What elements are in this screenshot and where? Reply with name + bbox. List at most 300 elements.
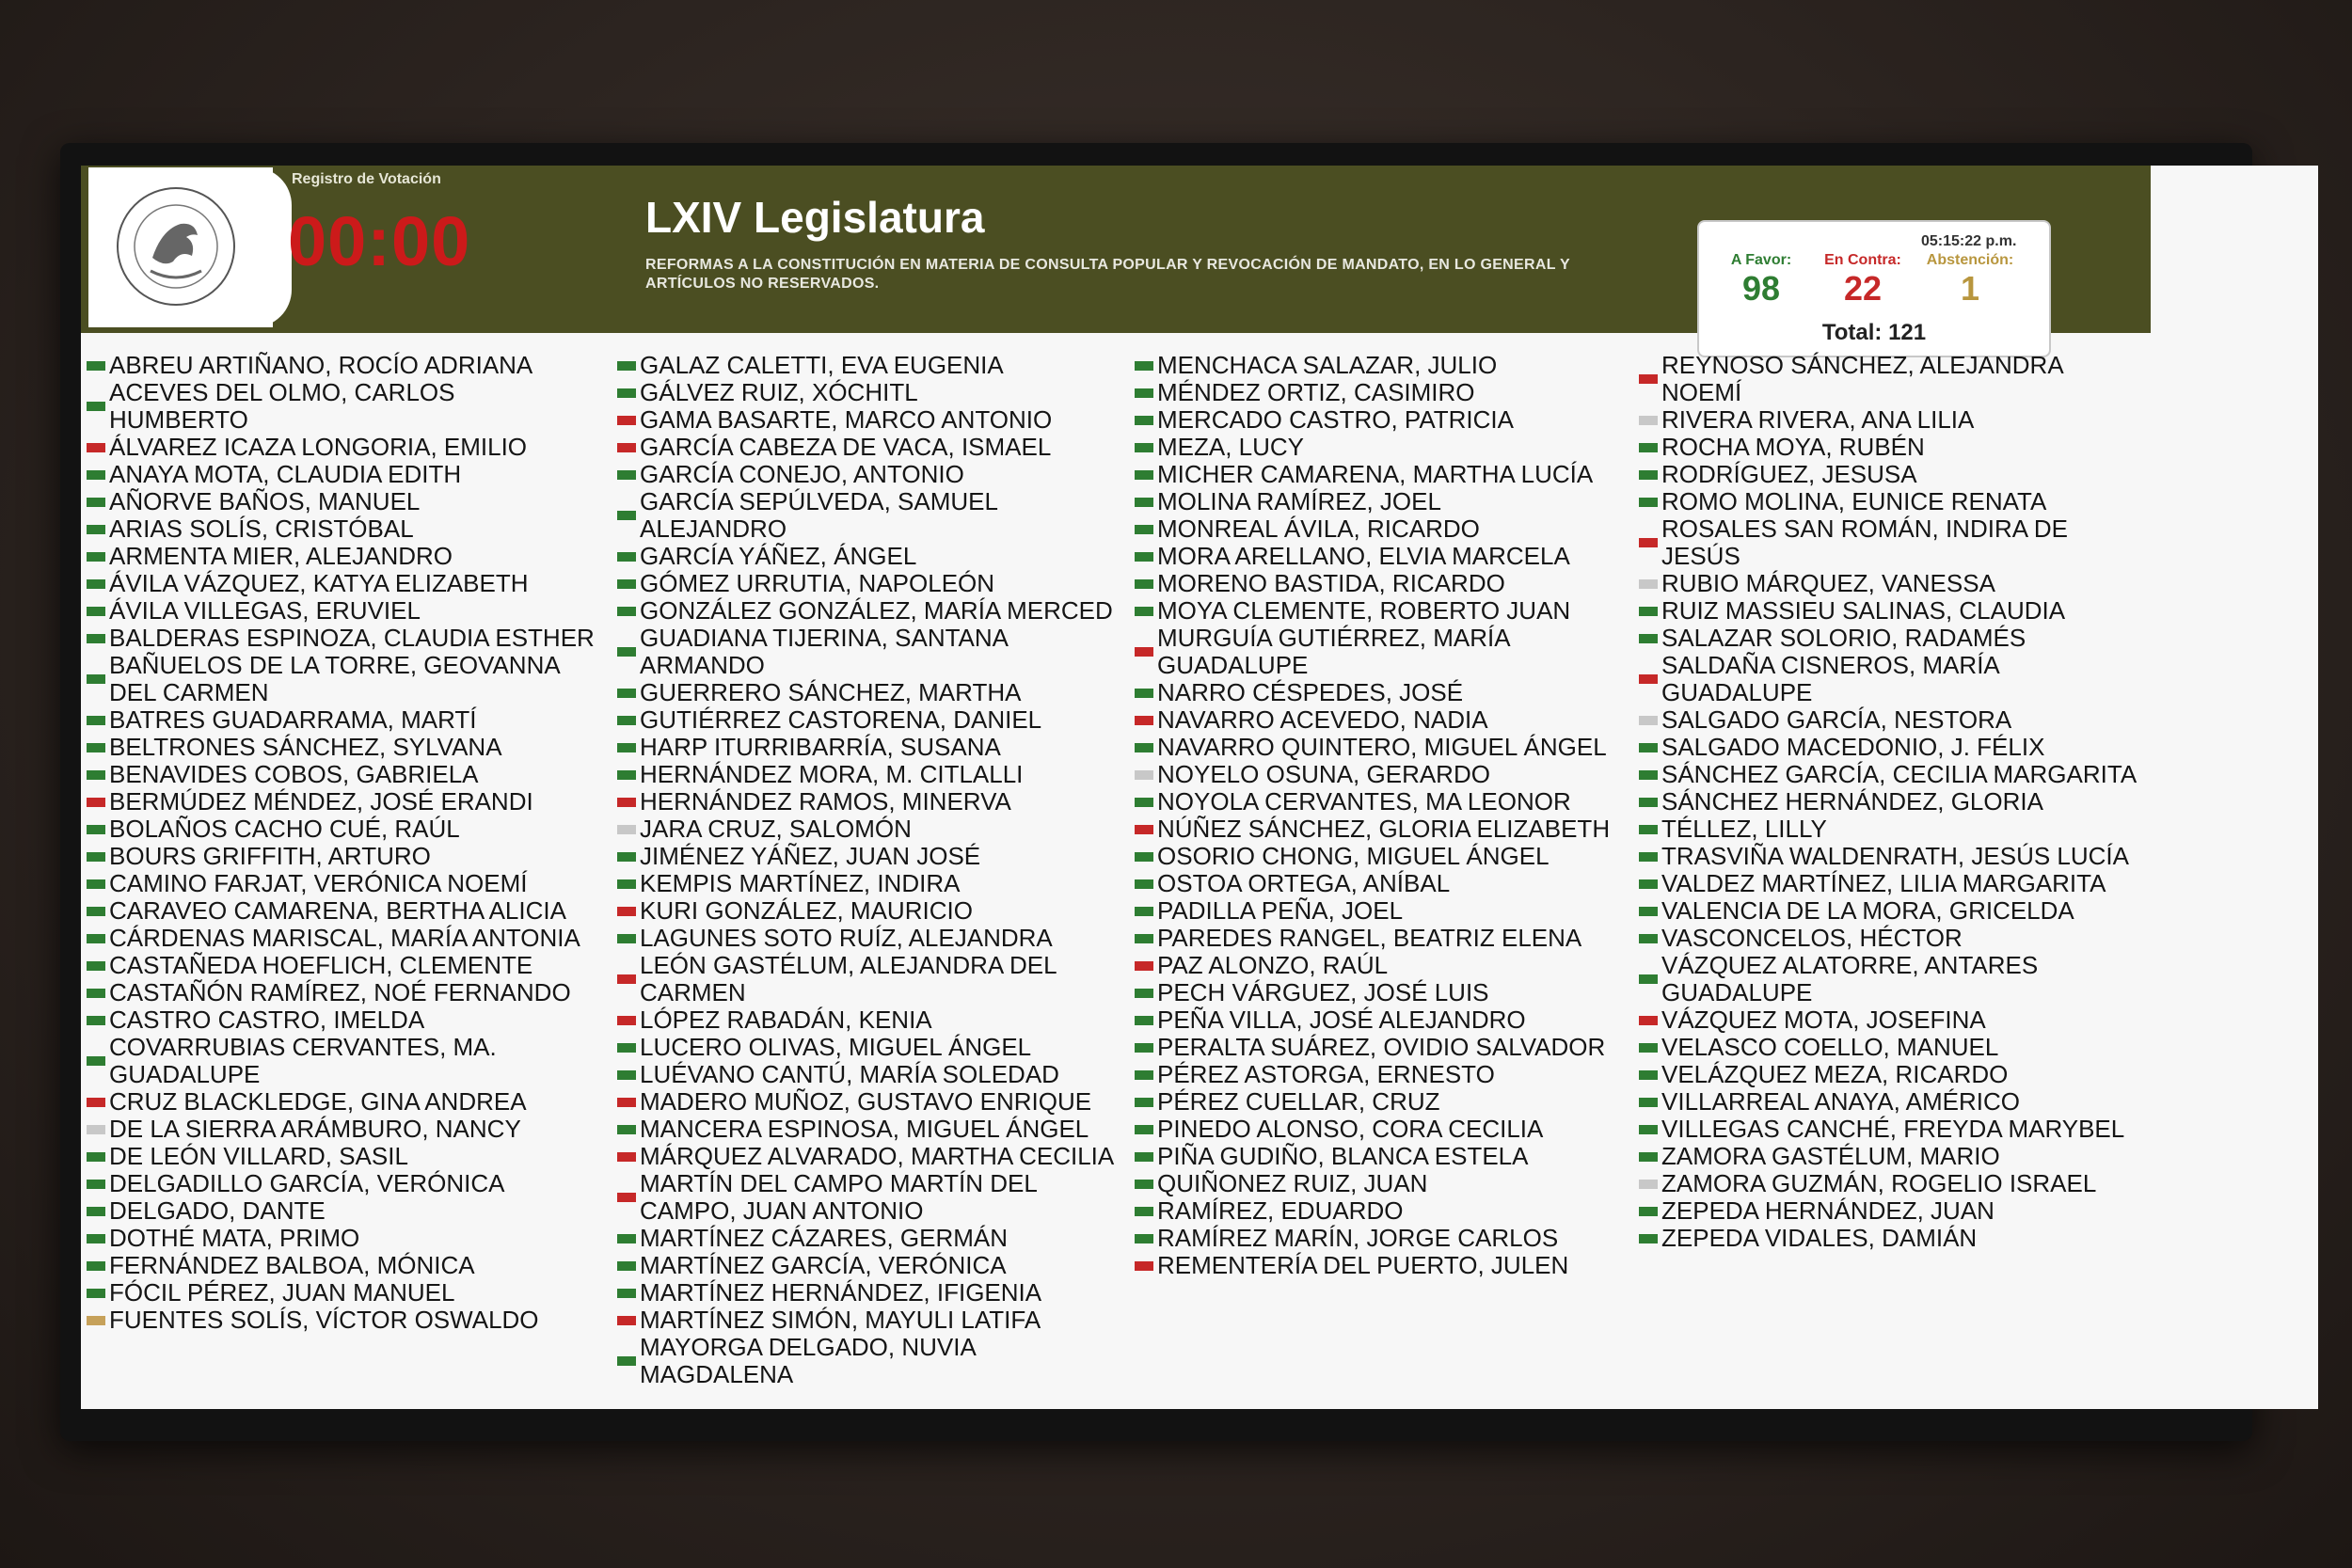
vote-favor-marker — [617, 1356, 636, 1366]
vote-favor-marker — [1135, 989, 1153, 998]
senator-row — [1135, 761, 1643, 788]
senator-row — [87, 1006, 595, 1034]
senator-row — [87, 1034, 595, 1088]
senator-name: KEMPIS MARTÍNEZ, INDIRA — [640, 869, 961, 897]
vote-favor-marker — [1135, 689, 1153, 698]
senator-row — [1639, 816, 2147, 843]
senator-row — [1135, 461, 1643, 488]
senator-name: CASTAÑEDA HOEFLICH, CLEMENTE — [109, 951, 533, 979]
senator-row — [1135, 897, 1643, 925]
vote-favor-marker — [1639, 798, 1658, 807]
senator-row — [617, 734, 1125, 761]
senator-name: ZAMORA GASTÉLUM, MARIO — [1661, 1142, 2000, 1170]
senator-row — [87, 570, 595, 597]
senator-row — [617, 1307, 1125, 1334]
senator-row — [1135, 597, 1643, 625]
vote-favor-marker — [617, 647, 636, 657]
senator-row — [87, 1252, 595, 1279]
senator-row — [1639, 406, 2147, 434]
vote-favor-marker — [1639, 1070, 1658, 1080]
senator-row — [617, 1088, 1125, 1116]
senator-name: MÉNDEZ ORTIZ, CASIMIRO — [1157, 378, 1475, 406]
senator-row — [1135, 379, 1643, 406]
senator-name: GONZÁLEZ GONZÁLEZ, MARÍA MERCED — [640, 596, 1113, 625]
total-value: 121 — [1888, 320, 1927, 345]
senator-name: BOLAÑOS CACHO CUÉ, RAÚL — [109, 815, 460, 843]
senator-name: MONREAL ÁVILA, RICARDO — [1157, 515, 1480, 543]
senator-row — [1135, 734, 1643, 761]
senator-name: LEÓN GASTÉLUM, ALEJANDRA DEL CARMEN — [640, 951, 1057, 1006]
senator-row — [87, 1088, 595, 1116]
senator-name: MURGUÍA GUTIÉRREZ, MARÍA GUADALUPE — [1157, 624, 1510, 679]
senator-name: LAGUNES SOTO RUÍZ, ALEJANDRA — [640, 924, 1053, 952]
vote-contra-marker — [617, 1016, 636, 1025]
senator-row — [1639, 870, 2147, 897]
legislature-title: LXIV Legislatura — [645, 193, 985, 242]
senator-row — [617, 1061, 1125, 1088]
vote-contra-marker — [87, 798, 105, 807]
vote-favor-marker — [617, 470, 636, 480]
senator-row — [617, 1170, 1125, 1225]
senator-name: VÁZQUEZ ALATORRE, ANTARES GUADALUPE — [1661, 951, 2039, 1006]
senator-row — [617, 788, 1125, 816]
vote-favor-marker — [1135, 1234, 1153, 1243]
senator-name: MOLINA RAMÍREZ, JOEL — [1157, 487, 1441, 515]
senator-row — [1639, 1116, 2147, 1143]
senator-row — [1639, 570, 2147, 597]
senator-row — [1639, 1197, 2147, 1225]
senator-name: JARA CRUZ, SALOMÓN — [640, 815, 912, 843]
total-label: Total: — [1821, 320, 1883, 345]
senator-name: JIMÉNEZ YÁÑEZ, JUAN JOSÉ — [640, 842, 981, 870]
vote-contra-marker — [617, 443, 636, 452]
senator-name: BENAVIDES COBOS, GABRIELA — [109, 760, 479, 788]
senator-name: VALDEZ MARTÍNEZ, LILIA MARGARITA — [1661, 869, 2106, 897]
senator-row — [1135, 788, 1643, 816]
senator-name: MANCERA ESPINOSA, MIGUEL ÁNGEL — [640, 1115, 1089, 1143]
senator-name: VASCONCELOS, HÉCTOR — [1661, 924, 1963, 952]
vote-favor-marker — [1135, 934, 1153, 943]
vote-favor-marker — [1639, 1125, 1658, 1134]
senator-name: MARTÍNEZ CÁZARES, GERMÁN — [640, 1224, 1009, 1252]
vote-favor-marker — [1135, 907, 1153, 916]
senator-name: HERNÁNDEZ RAMOS, MINERVA — [640, 787, 1011, 816]
vote-favor-marker — [87, 989, 105, 998]
senator-row — [1639, 1061, 2147, 1088]
senator-name: MICHER CAMARENA, MARTHA LUCÍA — [1157, 460, 1594, 488]
vote-favor-marker — [1639, 974, 1658, 984]
senator-name: VÁZQUEZ MOTA, JOSEFINA — [1661, 1006, 1986, 1034]
vote-favor-marker — [617, 1070, 636, 1080]
senator-row — [87, 625, 595, 652]
senator-name: MARTÍN DEL CAMPO MARTÍN DEL CAMPO, JUAN ANTONIO — [640, 1169, 1037, 1225]
vote-abst-marker — [87, 1316, 105, 1325]
senator-row — [1639, 1170, 2147, 1197]
vote-contra-marker — [1135, 1261, 1153, 1271]
senator-name: NAVARRO ACEVEDO, NADIA — [1157, 705, 1488, 734]
senator-name: CASTAÑÓN RAMÍREZ, NOÉ FERNANDO — [109, 978, 571, 1006]
senator-name: MEZA, LUCY — [1157, 433, 1305, 461]
senator-row — [87, 1143, 595, 1170]
senator-name: GALAZ CALETTI, EVA EUGENIA — [640, 351, 1004, 379]
vote-tally-panel — [1697, 220, 2051, 357]
senator-row — [87, 352, 595, 379]
senator-row — [1135, 925, 1643, 952]
vote-favor-marker — [1135, 361, 1153, 371]
senator-name: BELTRONES SÁNCHEZ, SYLVANA — [109, 733, 502, 761]
vote-favor-marker — [1135, 498, 1153, 507]
senator-name: ÁLVAREZ ICAZA LONGORIA, EMILIO — [109, 433, 528, 461]
senator-name: GUERRERO SÁNCHEZ, MARTHA — [640, 678, 1022, 706]
vote-favor-marker — [1639, 634, 1658, 643]
senator-name: VALENCIA DE LA MORA, GRICELDA — [1661, 896, 2074, 925]
senator-row — [87, 1307, 595, 1334]
senator-column-2 — [617, 352, 1125, 1388]
vote-favor-marker — [87, 1261, 105, 1271]
senator-row — [87, 1116, 595, 1143]
vote-favor-marker — [1135, 798, 1153, 807]
senator-row — [87, 597, 595, 625]
senator-row — [617, 625, 1125, 679]
vote-favor-marker — [87, 1207, 105, 1216]
senator-row — [1135, 706, 1643, 734]
senator-row — [87, 1170, 595, 1197]
senator-row — [1639, 1225, 2147, 1252]
vote-favor-marker — [617, 1261, 636, 1271]
vote-favor-marker — [1135, 1152, 1153, 1162]
senator-name: LÓPEZ RABADÁN, KENIA — [640, 1006, 932, 1034]
vote-contra-marker — [1639, 374, 1658, 384]
favor-label: A Favor: — [1730, 252, 1792, 268]
vote-none-marker — [1639, 1180, 1658, 1189]
senator-row — [1639, 761, 2147, 788]
vote-favor-marker — [1135, 525, 1153, 534]
senator-name: ACEVES DEL OLMO, CARLOS HUMBERTO — [109, 378, 455, 434]
senator-name: SÁNCHEZ HERNÁNDEZ, GLORIA — [1661, 787, 2043, 816]
total-count — [1699, 320, 2049, 346]
vote-favor-marker — [1135, 416, 1153, 425]
senator-row — [1639, 488, 2147, 515]
senator-name: OSORIO CHONG, MIGUEL ÁNGEL — [1157, 842, 1549, 870]
vote-contra-marker — [1135, 961, 1153, 971]
vote-favor-marker — [617, 511, 636, 520]
vote-favor-marker — [87, 879, 105, 889]
senator-row — [87, 379, 595, 434]
senator-name: NAVARRO QUINTERO, MIGUEL ÁNGEL — [1157, 733, 1607, 761]
senator-name: KURI GONZÁLEZ, MAURICIO — [640, 896, 973, 925]
senator-name: SÁNCHEZ GARCÍA, CECILIA MARGARITA — [1661, 760, 2137, 788]
vote-favor-marker — [87, 498, 105, 507]
senator-row — [1135, 679, 1643, 706]
senator-row — [617, 379, 1125, 406]
vote-favor-marker — [1639, 443, 1658, 452]
senator-name: REMENTERÍA DEL PUERTO, JULEN — [1157, 1251, 1569, 1279]
vote-favor-marker — [617, 579, 636, 589]
vote-contra-marker — [1639, 674, 1658, 684]
vote-favor-marker — [617, 1125, 636, 1134]
senator-name: CAMINO FARJAT, VERÓNICA NOEMÍ — [109, 869, 528, 897]
vote-favor-marker — [1135, 1043, 1153, 1053]
vote-favor-marker — [617, 1043, 636, 1053]
senator-name: HARP ITURRIBARRÍA, SUSANA — [640, 733, 1001, 761]
vote-favor-marker — [1639, 1234, 1658, 1243]
senator-row — [1639, 652, 2147, 706]
senator-row — [1135, 1006, 1643, 1034]
vote-favor-marker — [1639, 1207, 1658, 1216]
favor-count — [1724, 252, 1799, 309]
vote-contra-marker — [1135, 647, 1153, 657]
senator-row — [1639, 625, 2147, 652]
senator-row — [87, 543, 595, 570]
senator-name: PAZ ALONZO, RAÚL — [1157, 951, 1389, 979]
senator-name: GARCÍA CONEJO, ANTONIO — [640, 460, 964, 488]
contra-value: 22 — [1843, 269, 1883, 308]
senator-name: PAREDES RANGEL, BEATRIZ ELENA — [1157, 924, 1582, 952]
senator-row — [87, 816, 595, 843]
vote-favor-marker — [1639, 879, 1658, 889]
senator-name: RIVERA RIVERA, ANA LILIA — [1661, 405, 1975, 434]
senator-name: ZAMORA GUZMÁN, ROGELIO ISRAEL — [1661, 1169, 2097, 1197]
senator-row — [617, 488, 1125, 543]
vote-favor-marker — [1135, 1098, 1153, 1107]
senator-row — [87, 1279, 595, 1307]
vote-none-marker — [1639, 416, 1658, 425]
senator-row — [617, 816, 1125, 843]
senator-row — [1639, 897, 2147, 925]
vote-favor-marker — [617, 361, 636, 371]
senator-row — [1639, 352, 2147, 406]
senator-name: MORENO BASTIDA, RICARDO — [1157, 569, 1505, 597]
senator-name: ÁVILA VILLEGAS, ERUVIEL — [109, 596, 421, 625]
senator-name: VILLEGAS CANCHÉ, FREYDA MARYBEL — [1661, 1115, 2125, 1143]
vote-favor-marker — [1135, 1016, 1153, 1025]
vote-favor-marker — [87, 1056, 105, 1066]
senator-name: ANAYA MOTA, CLAUDIA EDITH — [109, 460, 462, 488]
senator-name: HERNÁNDEZ MORA, M. CITLALLI — [640, 760, 1024, 788]
senator-row — [87, 1197, 595, 1225]
vote-favor-marker — [87, 1234, 105, 1243]
senator-row — [1135, 1034, 1643, 1061]
senator-row — [617, 1279, 1125, 1307]
vote-favor-marker — [617, 879, 636, 889]
vote-favor-marker — [1639, 1098, 1658, 1107]
senator-name: PEÑA VILLA, JOSÉ ALEJANDRO — [1157, 1006, 1526, 1034]
senator-row — [1639, 952, 2147, 1006]
vote-favor-marker — [87, 1152, 105, 1162]
senator-row — [1135, 979, 1643, 1006]
senator-name: NÚÑEZ SÁNCHEZ, GLORIA ELIZABETH — [1157, 815, 1611, 843]
vote-contra-marker — [1639, 538, 1658, 547]
vote-favor-marker — [617, 552, 636, 562]
vote-favor-marker — [617, 934, 636, 943]
senator-row — [87, 706, 595, 734]
senator-row — [87, 515, 595, 543]
senator-row — [1639, 706, 2147, 734]
vote-favor-marker — [617, 388, 636, 398]
senator-row — [1639, 1088, 2147, 1116]
vote-favor-marker — [1135, 552, 1153, 562]
vote-subject: REFORMAS A LA CONSTITUCIÓN EN MATERIA DE CONSULTA POPULAR Y REVOCACIÓN DE MANDATO, EN LO GENERAL Y ARTÍCULOS NO RESERVADOS. — [645, 257, 1570, 292]
vote-favor-marker — [1135, 607, 1153, 616]
senator-name: DELGADILLO GARCÍA, VERÓNICA — [109, 1169, 505, 1197]
vote-favor-marker — [617, 607, 636, 616]
senator-name: MERCADO CASTRO, PATRICIA — [1157, 405, 1514, 434]
senator-name: MARTÍNEZ HERNÁNDEZ, IFIGENIA — [640, 1278, 1042, 1307]
senator-row — [1639, 515, 2147, 570]
senator-row — [1639, 1006, 2147, 1034]
vote-favor-marker — [87, 634, 105, 643]
senator-row — [617, 1116, 1125, 1143]
senator-name: MADERO MUÑOZ, GUSTAVO ENRIQUE — [640, 1087, 1092, 1116]
senator-name: SALDAÑA CISNEROS, MARÍA GUADALUPE — [1661, 651, 1999, 706]
senator-row — [87, 870, 595, 897]
vote-favor-marker — [87, 961, 105, 971]
vote-favor-marker — [87, 361, 105, 371]
senator-name: ZEPEDA VIDALES, DAMIÁN — [1661, 1224, 1978, 1252]
senator-row — [1135, 1061, 1643, 1088]
senator-name: ROSALES SAN ROMÁN, INDIRA DE JESÚS — [1661, 515, 2068, 570]
vote-favor-marker — [87, 579, 105, 589]
senator-name: GARCÍA SEPÚLVEDA, SAMUEL ALEJANDRO — [640, 487, 998, 543]
senator-row — [1135, 1252, 1643, 1279]
vote-contra-marker — [617, 1152, 636, 1162]
vote-favor-marker — [87, 770, 105, 780]
senator-name: MOYA CLEMENTE, ROBERTO JUAN — [1157, 596, 1571, 625]
senator-name: PERALTA SUÁREZ, OVIDIO SALVADOR — [1157, 1033, 1606, 1061]
senator-row — [1135, 352, 1643, 379]
senator-name: GUTIÉRREZ CASTORENA, DANIEL — [640, 705, 1042, 734]
vote-favor-marker — [1135, 1207, 1153, 1216]
senator-row — [1135, 434, 1643, 461]
vote-none-marker — [617, 825, 636, 834]
senator-row — [617, 870, 1125, 897]
vote-favor-marker — [1639, 607, 1658, 616]
senator-row — [1135, 488, 1643, 515]
senator-name: VELÁZQUEZ MEZA, RICARDO — [1661, 1060, 2009, 1088]
senator-row — [1135, 1143, 1643, 1170]
vote-favor-marker — [1639, 825, 1658, 834]
vote-favor-marker — [617, 1234, 636, 1243]
senator-name: CÁRDENAS MARISCAL, MARÍA ANTONIA — [109, 924, 580, 952]
senate-seal-box — [88, 167, 273, 327]
vote-favor-marker — [1135, 579, 1153, 589]
senator-name: BATRES GUADARRAMA, MARTÍ — [109, 705, 477, 734]
senator-name: ARIAS SOLÍS, CRISTÓBAL — [109, 515, 414, 543]
vote-favor-marker — [617, 852, 636, 862]
vote-favor-marker — [87, 852, 105, 862]
vote-favor-marker — [617, 689, 636, 698]
vote-favor-marker — [1639, 852, 1658, 862]
senator-column-3 — [1135, 352, 1643, 1279]
senator-name: QUIÑONEZ RUIZ, JUAN — [1157, 1169, 1428, 1197]
vote-favor-marker — [617, 716, 636, 725]
senator-row — [617, 543, 1125, 570]
vote-contra-marker — [87, 443, 105, 452]
senator-name: DELGADO, DANTE — [109, 1196, 326, 1225]
senator-name: MENCHACA SALAZAR, JULIO — [1157, 351, 1498, 379]
vote-none-marker — [87, 1125, 105, 1134]
vote-favor-marker — [87, 607, 105, 616]
abstention-value: 1 — [1960, 269, 1980, 308]
vote-favor-marker — [87, 552, 105, 562]
senator-name: PECH VÁRGUEZ, JOSÉ LUIS — [1157, 978, 1489, 1006]
vote-favor-marker — [87, 525, 105, 534]
senator-row — [87, 952, 595, 979]
senator-row — [617, 897, 1125, 925]
vote-favor-marker — [87, 743, 105, 752]
senator-name: NOYOLA CERVANTES, MA LEONOR — [1157, 787, 1571, 816]
senator-name: MARTÍNEZ GARCÍA, VERÓNICA — [640, 1251, 1007, 1279]
vote-favor-marker — [1135, 470, 1153, 480]
vote-favor-marker — [87, 1289, 105, 1298]
vote-contra-marker — [1639, 1016, 1658, 1025]
senator-name: SALAZAR SOLORIO, RADAMÉS — [1661, 624, 2026, 652]
senator-name: MAYORGA DELGADO, NUVIA MAGDALENA — [640, 1333, 976, 1388]
senator-name: OSTOA ORTEGA, ANÍBAL — [1157, 869, 1451, 897]
vote-none-marker — [1135, 770, 1153, 780]
senator-name: REYNOSO SÁNCHEZ, ALEJANDRA NOEMÍ — [1661, 351, 2063, 406]
senator-row — [617, 570, 1125, 597]
vote-favor-marker — [617, 1289, 636, 1298]
senator-column-1 — [87, 352, 595, 1334]
vote-favor-marker — [617, 770, 636, 780]
senator-name: CARAVEO CAMARENA, BERTHA ALICIA — [109, 896, 566, 925]
senator-row — [617, 1143, 1125, 1170]
favor-value: 98 — [1741, 269, 1781, 308]
vote-favor-marker — [87, 825, 105, 834]
senator-row — [1639, 597, 2147, 625]
vote-contra-marker — [1135, 825, 1153, 834]
senator-name: MARTÍNEZ SIMÓN, MAYULI LATIFA — [640, 1306, 1041, 1334]
senator-name: DE LEÓN VILLARD, SASIL — [109, 1142, 408, 1170]
senator-row — [1135, 570, 1643, 597]
senator-name: GARCÍA YÁÑEZ, ÁNGEL — [640, 542, 917, 570]
senator-name: PIÑA GUDIÑO, BLANCA ESTELA — [1157, 1142, 1529, 1170]
voting-board-screen — [81, 166, 2318, 1409]
senator-name: ROMO MOLINA, EUNICE RENATA — [1661, 487, 2047, 515]
senator-row — [87, 897, 595, 925]
senator-row — [617, 1225, 1125, 1252]
senator-row — [617, 1334, 1125, 1388]
vote-contra-marker — [617, 1193, 636, 1202]
senator-row — [87, 461, 595, 488]
vote-favor-marker — [1135, 743, 1153, 752]
senator-name: CRUZ BLACKLEDGE, GINA ANDREA — [109, 1087, 527, 1116]
senator-row — [617, 461, 1125, 488]
senator-row — [617, 925, 1125, 952]
senator-name: VILLARREAL ANAYA, AMÉRICO — [1661, 1087, 2020, 1116]
senator-row — [1639, 843, 2147, 870]
vote-contra-marker — [617, 974, 636, 984]
vote-contra-marker — [87, 1098, 105, 1107]
tally-time: 05:15:22 p.m. — [1921, 233, 2017, 249]
senator-row — [617, 952, 1125, 1006]
senator-row — [1135, 1197, 1643, 1225]
contra-label: En Contra: — [1824, 252, 1901, 268]
senator-row — [87, 843, 595, 870]
senator-name: RAMÍREZ, EDUARDO — [1157, 1196, 1404, 1225]
vote-favor-marker — [87, 470, 105, 480]
senator-name: GUADIANA TIJERINA, SANTANA ARMANDO — [640, 624, 1008, 679]
senator-name: BAÑUELOS DE LA TORRE, GEOVANNA DEL CARMEN — [109, 651, 560, 706]
vote-favor-marker — [1135, 1125, 1153, 1134]
senator-column-4 — [1639, 352, 2147, 1252]
vote-favor-marker — [1639, 1152, 1658, 1162]
senator-name: GAMA BASARTE, MARCO ANTONIO — [640, 405, 1053, 434]
senator-row — [87, 734, 595, 761]
senator-row — [617, 352, 1125, 379]
senator-name: SALGADO GARCÍA, NESTORA — [1661, 705, 2012, 734]
